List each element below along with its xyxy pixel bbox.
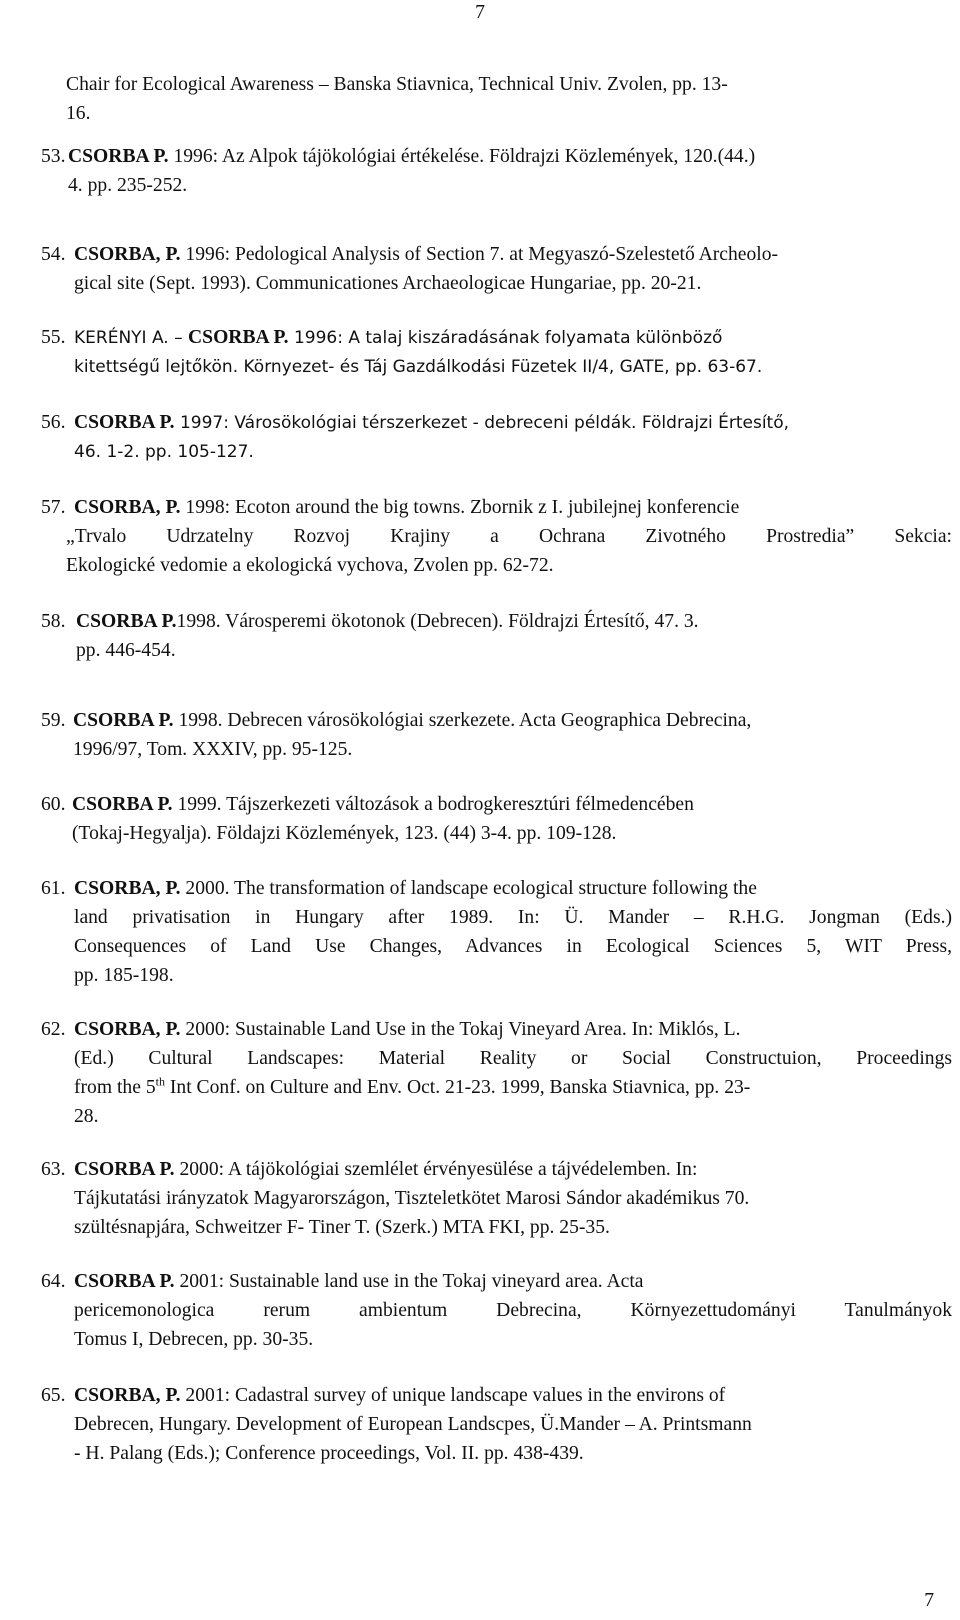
reference-number: 64. bbox=[41, 1271, 66, 1292]
reference-text: 2000: Sustainable Land Use in the Tokaj Vineyard Area. In: Miklós, L. bbox=[180, 1019, 741, 1040]
reference-line: Ekologické vedomie a ekologická vychova, Zvolen pp. 62-72. bbox=[66, 555, 554, 576]
reference-number: 63. bbox=[41, 1159, 66, 1180]
reference-number: 57. bbox=[41, 497, 66, 518]
reference-line: 1996/97, Tom. XXXIV, pp. 95-125. bbox=[73, 739, 353, 760]
reference-line: (Ed.) Cultural Landscapes: Material Reality or Social Constructuion, Proceedings bbox=[74, 1048, 952, 1069]
reference-number: 60. bbox=[41, 794, 66, 815]
reference-author: CSORBA, P. bbox=[74, 244, 181, 265]
reference-line: szültésnapjára, Schweitzer F- Tiner T. (Szerk.) MTA FKI, pp. 25-35. bbox=[74, 1217, 610, 1238]
reference-line: Tomus I, Debrecen, pp. 30-35. bbox=[74, 1329, 314, 1350]
reference-author: CSORBA P. bbox=[73, 710, 174, 731]
reference-line: pp. 446-454. bbox=[76, 640, 176, 661]
reference-line: Debrecen, Hungary. Development of European Landscpes, Ü.Mander – A. Printsmann bbox=[74, 1414, 752, 1435]
reference-number: 58. bbox=[41, 611, 66, 632]
reference-text: 1998. Városperemi ökotonok (Debrecen). Földrajzi Értesítő, 47. 3. bbox=[176, 611, 699, 632]
page-number-bottom: 7 bbox=[924, 1590, 934, 1611]
page-number-top: 7 bbox=[475, 2, 485, 23]
reference-number: 59. bbox=[41, 710, 66, 731]
superscript: th bbox=[155, 1074, 165, 1089]
reference-author: CSORBA, P. bbox=[74, 878, 181, 899]
reference-line: 4. pp. 235-252. bbox=[68, 175, 188, 196]
reference-text: 2001: Cadastral survey of unique landscape values in the environs of bbox=[180, 1385, 726, 1406]
reference-line: 16. bbox=[66, 103, 91, 124]
reference-line: pericemonologica rerum ambientum Debrecina, Környezettudományi Tanulmányok bbox=[74, 1300, 952, 1321]
reference-author: CSORBA P. bbox=[74, 1159, 175, 1180]
reference-number: 54. bbox=[41, 244, 66, 265]
reference-line: kitettségű lejtőkön. Környezet- és Táj Gazdálkodási Füzetek II/4, GATE, pp. 63-67. bbox=[74, 357, 763, 377]
reference-author: CSORBA P. bbox=[74, 412, 175, 433]
reference-author: CSORBA P. bbox=[188, 327, 289, 348]
reference-line: Tájkutatási irányzatok Magyarországon, Tiszteletkötet Marosi Sándor akadémikus 70. bbox=[74, 1188, 750, 1209]
reference-text: 1997: Városökológiai térszerkezet - debreceni példák. Földrajzi Értesítő, bbox=[174, 413, 790, 433]
reference-author: CSORBA P. bbox=[74, 1271, 175, 1292]
reference-text: from the 5 bbox=[74, 1077, 156, 1098]
reference-coauthor: KERÉNYI A. – bbox=[74, 328, 189, 348]
reference-number: 61. bbox=[41, 878, 66, 899]
reference-line: Consequences of Land Use Changes, Advances in Ecological Sciences 5, WIT Press, bbox=[74, 936, 952, 957]
reference-number: 62. bbox=[41, 1019, 66, 1040]
reference-author: CSORBA P. bbox=[72, 794, 173, 815]
reference-line: „Trvalo Udrzatelny Rozvoj Krajiny a Ochrana Zivotného Prostredia” Sekcia: bbox=[66, 526, 952, 547]
reference-line: 46. 1-2. pp. 105-127. bbox=[74, 442, 254, 462]
reference-author: CSORBA, P. bbox=[74, 1385, 181, 1406]
reference-text: 1996: A talaj kiszáradásának folyamata különböző bbox=[288, 328, 723, 348]
reference-text: 1998: Ecoton around the big towns. Zbornik z I. jubilejnej konferencie bbox=[180, 497, 740, 518]
reference-text: 2001: Sustainable land use in the Tokaj vineyard area. Acta bbox=[174, 1271, 644, 1292]
reference-text: 1996: Pedological Analysis of Section 7. at Megyaszó-Szelestető Archeolo- bbox=[180, 244, 779, 265]
reference-author: CSORBA, P. bbox=[74, 1019, 181, 1040]
reference-number: 53. bbox=[41, 146, 66, 167]
reference-author: CSORBA, P. bbox=[74, 497, 181, 518]
reference-author: CSORBA P. bbox=[68, 146, 169, 167]
reference-author: CSORBA P. bbox=[76, 611, 177, 632]
reference-text: 2000: A tájökológiai szemlélet érvényesülése a tájvédelemben. In: bbox=[174, 1159, 698, 1180]
reference-text: 1999. Tájszerkezeti változások a bodrogkeresztúri félmedencében bbox=[172, 794, 694, 815]
reference-text: 2000. The transformation of landscape ecological structure following the bbox=[180, 878, 757, 899]
reference-number: 55. bbox=[41, 327, 66, 348]
reference-line: (Tokaj-Hegyalja). Földajzi Közlemények, 123. (44) 3-4. pp. 109-128. bbox=[72, 823, 617, 844]
reference-line: gical site (Sept. 1993). Communicationes Archaeologicae Hungariae, pp. 20-21. bbox=[74, 273, 702, 294]
reference-number: 65. bbox=[41, 1385, 66, 1406]
reference-number: 56. bbox=[41, 412, 66, 433]
reference-text: 1998. Debrecen városökológiai szerkezete. Acta Geographica Debrecina, bbox=[173, 710, 752, 731]
reference-line: pp. 185-198. bbox=[74, 965, 174, 986]
reference-line: - H. Palang (Eds.); Conference proceedings, Vol. II. pp. 438-439. bbox=[74, 1443, 584, 1464]
reference-line: 28. bbox=[74, 1106, 99, 1127]
reference-line: Chair for Ecological Awareness – Banska Stiavnica, Technical Univ. Zvolen, pp. 13- bbox=[66, 74, 728, 95]
reference-text: 1996: Az Alpok tájökológiai értékelése. Földrajzi Közlemények, 120.(44.) bbox=[168, 146, 756, 167]
reference-line: land privatisation in Hungary after 1989. In: Ü. Mander – R.H.G. Jongman (Eds.) bbox=[74, 907, 952, 928]
reference-text: Int Conf. on Culture and Env. Oct. 21-23. 1999, Banska Stiavnica, pp. 23- bbox=[164, 1077, 751, 1098]
